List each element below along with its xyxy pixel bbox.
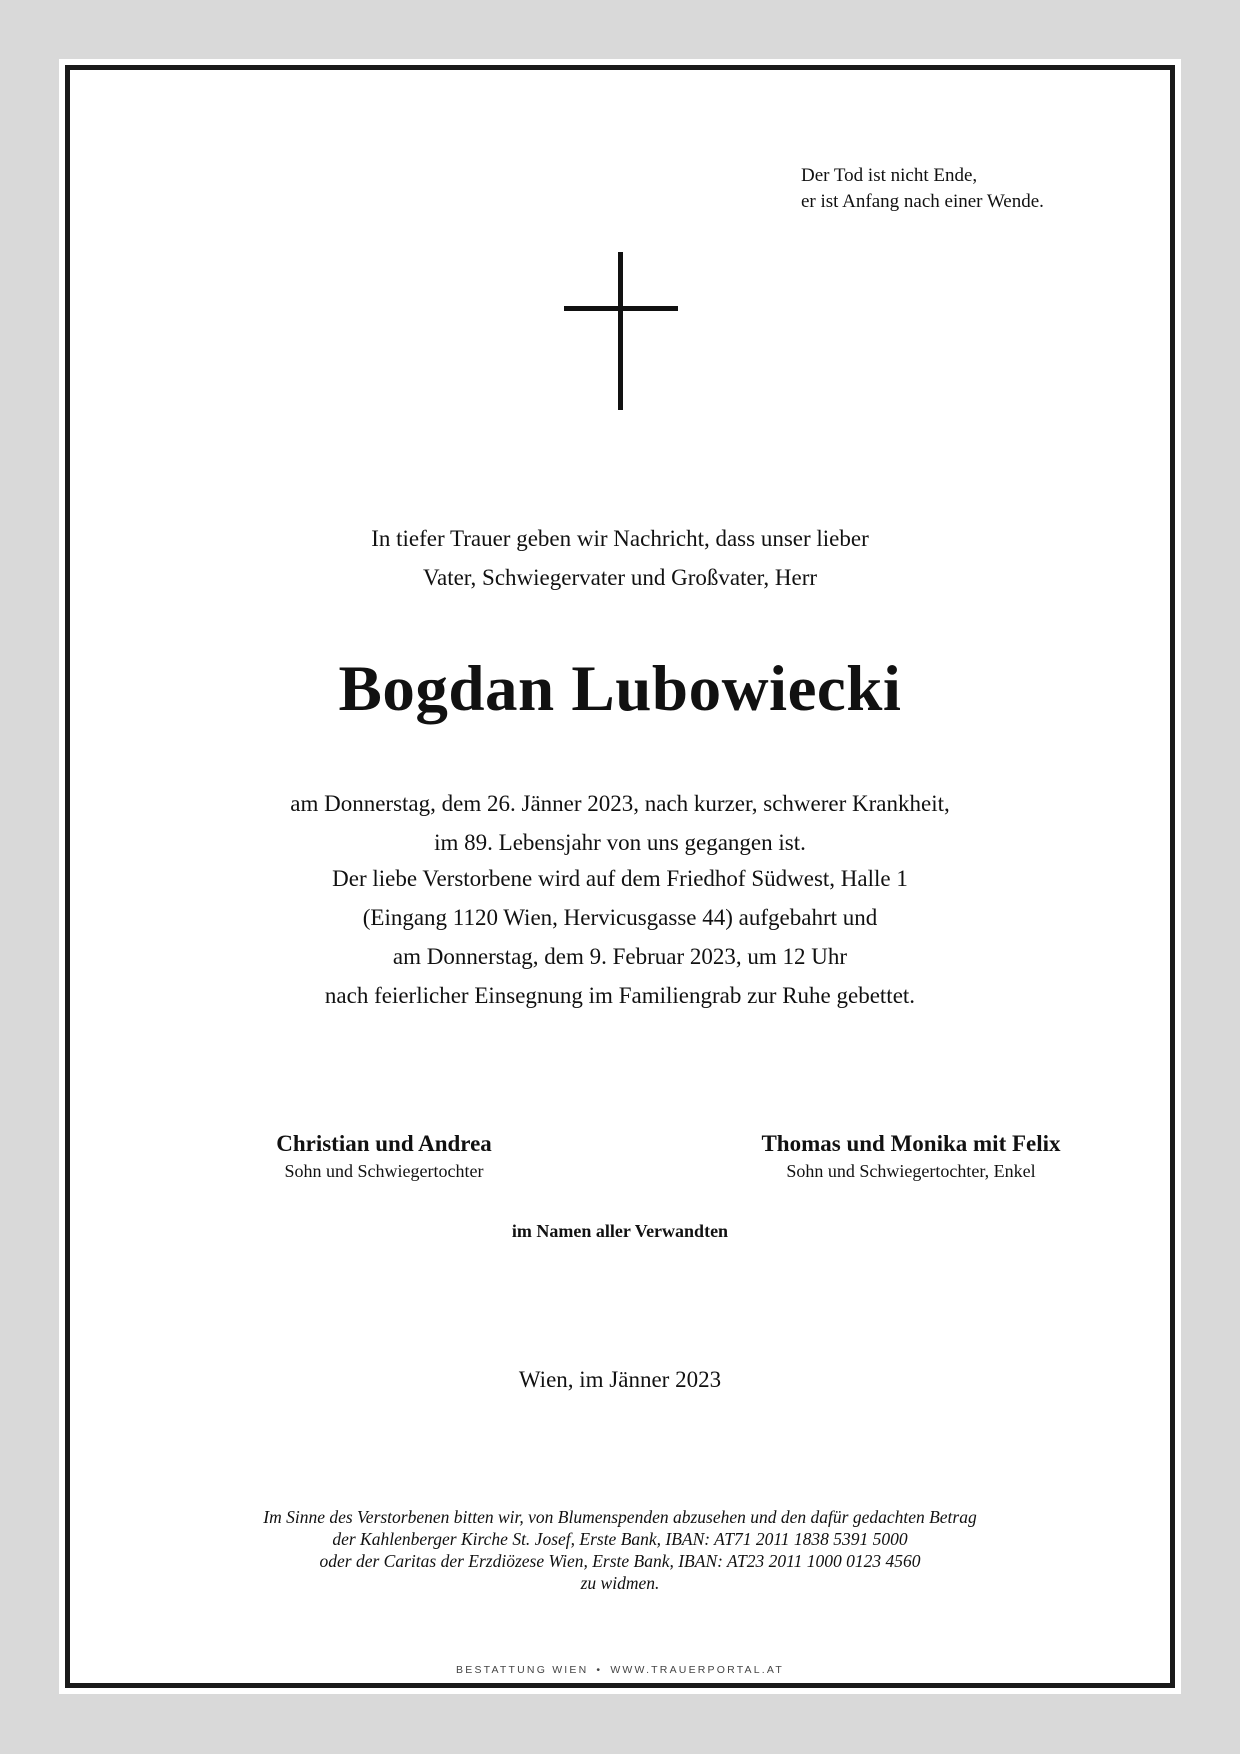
footer-separator: • xyxy=(596,1664,603,1676)
donation-line-2: der Kahlenberger Kirche St. Josef, Erste Bank, IBAN: AT71 2011 1838 5391 5000 xyxy=(332,1529,908,1549)
donation-request xyxy=(59,1506,1181,1594)
intro-line-1: In tiefer Trauer geben wir Nachricht, dass unser lieber xyxy=(371,526,869,551)
donation-line-3: oder der Caritas der Erzdiözese Wien, Erste Bank, IBAN: AT23 2011 1000 0123 4560 xyxy=(319,1551,921,1571)
funeral-notice xyxy=(59,859,1181,1015)
donation-line-4: zu widmen. xyxy=(580,1573,660,1593)
mourner-relation: Sohn und Schwiegertochter xyxy=(284,1161,484,1181)
funeral-notice-line-2: (Eingang 1120 Wien, Hervicusgasse 44) aufgebahrt und xyxy=(362,905,878,930)
mourner-1 xyxy=(184,1129,584,1183)
footer-website: WWW.TRAUERPORTAL.AT xyxy=(610,1664,784,1676)
mourner-relation: Sohn und Schwiegertochter, Enkel xyxy=(786,1161,1036,1181)
funeral-notice-line-1: Der liebe Verstorbene wird auf dem Friedhof Südwest, Halle 1 xyxy=(332,866,908,891)
mourner-name: Thomas und Monika mit Felix xyxy=(761,1131,1061,1156)
cross-horizontal-bar xyxy=(564,306,678,311)
place-date: Wien, im Jänner 2023 xyxy=(518,1367,722,1392)
funeral-notice-line-3: am Donnerstag, dem 9. Februar 2023, um 12 Uhr xyxy=(392,944,848,969)
motto-line-1: Der Tod ist nicht Ende, xyxy=(801,165,978,186)
footer-brand: BESTATTUNG WIEN xyxy=(456,1664,589,1676)
motto-quote xyxy=(801,163,1044,215)
intro-text xyxy=(59,519,1181,597)
cross-vertical-bar xyxy=(618,252,623,410)
footer-credit xyxy=(59,1663,1181,1677)
obituary-page xyxy=(59,59,1181,1694)
donation-line-1: Im Sinne des Verstorbenen bitten wir, von Blumenspenden abzusehen und den dafür gedachten Betrag xyxy=(263,1507,977,1527)
death-notice-line-1: am Donnerstag, dem 26. Jänner 2023, nach kurzer, schwerer Krankheit, xyxy=(290,791,950,816)
relatives-note: im Namen aller Verwandten xyxy=(511,1221,729,1241)
death-notice-line-2: im 89. Lebensjahr von uns gegangen ist. xyxy=(434,830,806,855)
mourner-2 xyxy=(711,1129,1111,1183)
mourner-name: Christian und Andrea xyxy=(276,1131,492,1156)
funeral-notice-line-4: nach feierlicher Einsegnung im Familiengrab zur Ruhe gebettet. xyxy=(324,983,916,1008)
death-notice xyxy=(59,784,1181,862)
motto-line-2: er ist Anfang nach einer Wende. xyxy=(801,191,1044,212)
deceased-name: Bogdan Lubowiecki xyxy=(338,653,902,725)
intro-line-2: Vater, Schwiegervater und Großvater, Herr xyxy=(422,565,818,590)
cross-icon xyxy=(564,252,678,410)
